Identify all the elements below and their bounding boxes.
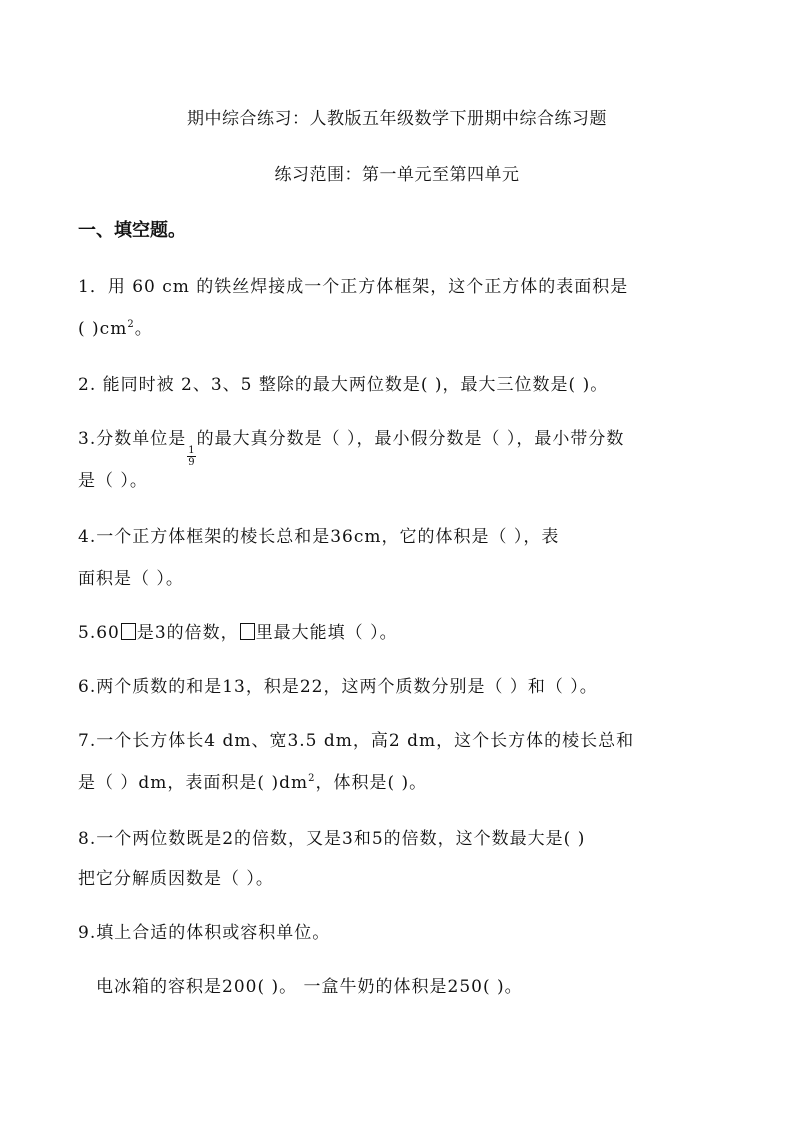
fraction-numerator: 1 xyxy=(188,445,195,456)
fraction-denominator: 9 xyxy=(188,457,195,468)
page-subtitle: 练习范围：第一单元至第四单元 xyxy=(274,165,520,185)
question-4-line-1: 4.一个正方体框架的棱长总和是36cm，它的体积是（ ），表 xyxy=(78,527,560,547)
question-3-suffix: 的最大真分数是（ ），最小假分数是（ ），最小带分数 xyxy=(196,429,625,449)
question-9-line-2: 电冰箱的容积是200( )。 一盒牛奶的体积是250( )。 xyxy=(96,977,523,997)
question-3-line-2: 是（ ）。 xyxy=(78,471,148,491)
question-3-line-1 xyxy=(78,424,624,468)
section-heading-fill-blank: 一、填空题。 xyxy=(78,220,186,241)
question-1-line-2 xyxy=(78,314,153,339)
question-7-superscript: 2 xyxy=(308,773,316,784)
question-8-line-2: 把它分解质因数是（ ）。 xyxy=(78,869,274,889)
question-6-line-1: 6.两个质数的和是13，积是22，这两个质数分别是（ ）和（ ）。 xyxy=(78,677,598,697)
blank-box-icon xyxy=(240,623,255,640)
question-1-end: 。 xyxy=(134,319,153,339)
question-5-line-1 xyxy=(78,618,398,643)
page-title: 期中综合练习：人教版五年级数学下册期中综合练习题 xyxy=(187,109,607,129)
question-7-part-b: ，体积是( )。 xyxy=(315,773,428,793)
question-1-superscript: 2 xyxy=(127,319,135,330)
question-1-line-1: 1．用 60 cm 的铁丝焊接成一个正方体框架，这个正方体的表面积是 xyxy=(78,277,629,297)
question-8-line-1: 8.一个两位数既是2的倍数，又是3和5的倍数，这个数最大是( ) xyxy=(78,829,586,849)
blank-box-icon xyxy=(121,623,136,640)
question-7-line-1: 7.一个长方体长4 dm、宽3.5 dm，高2 dm，这个长方体的棱长总和 xyxy=(78,731,635,751)
question-5-middle: 是3的倍数， xyxy=(136,623,239,643)
question-1-blank-text: ( )cm xyxy=(78,319,128,339)
question-7-part-a: 是（ ）dm，表面积是( )dm xyxy=(78,773,309,793)
question-2-line-1: 2. 能同时被 2、3、5 整除的最大两位数是( )，最大三位数是( )。 xyxy=(78,375,609,395)
question-3-prefix: 3.分数单位是 xyxy=(78,429,187,449)
question-5-suffix: 里最大能填（ ）。 xyxy=(255,623,398,643)
question-5-prefix: 5.60 xyxy=(78,623,120,643)
question-9-line-1: 9.填上合适的体积或容积单位。 xyxy=(78,923,331,943)
question-3-fraction xyxy=(187,445,195,468)
question-4-line-2: 面积是（ ）。 xyxy=(78,569,184,589)
question-7-line-2 xyxy=(78,768,427,793)
